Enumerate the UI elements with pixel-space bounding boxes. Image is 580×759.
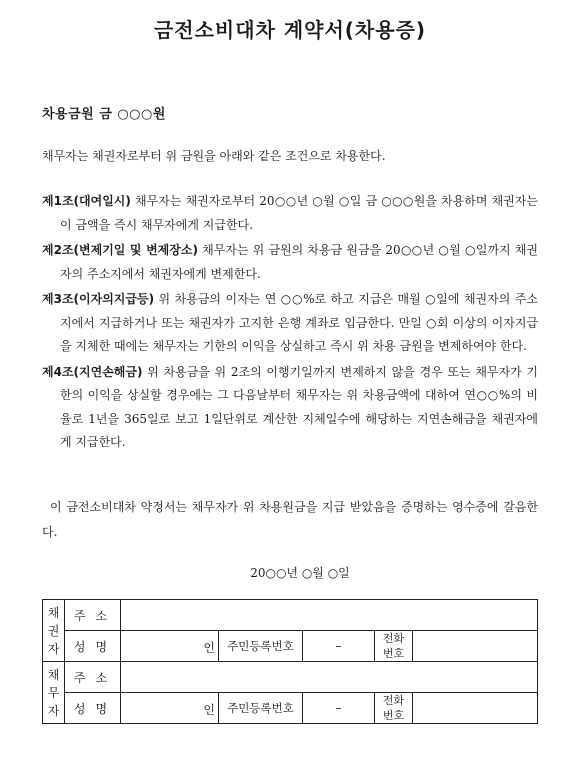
address-label: 주소 [65,662,121,693]
id-number-label: 주민등록번호 [219,693,303,724]
creditor-phone-field[interactable] [413,631,538,662]
debtor-id-field[interactable]: – [303,693,375,724]
clause-body: 위 차용금의 이자는 연 ○○%로 하고 지급은 매월 ○일에 채권자의 주소지에서 지급하거나 또는 채권자가 고지한 은행 계좌로 입금한다. 만일 ○회 이상의 이자지급을 지체한 때에는 채무자는 기한의 이익을 상실하고 즉시 위 차용 금원을 변제하여야 한다. [60,292,538,353]
creditor-name-row [43,631,538,662]
creditor-id-field[interactable]: – [303,631,375,662]
id-number-label: 주민등록번호 [219,631,303,662]
intro-paragraph: 채무자는 채권자로부터 위 금원을 아래와 같은 조건으로 차용한다. [42,149,386,163]
clause-heading: 제4조(지연손해금) [42,364,143,379]
debtor-phone-field[interactable] [413,693,538,724]
creditor-name-field[interactable] [121,631,219,662]
contract-date: 20○○년 ○월 ○일 [250,566,350,580]
address-label: 주소 [65,600,121,631]
clause-heading: 제1조(대여일시) [42,194,131,208]
clause-heading: 제3조(이자의지급등) [42,292,155,306]
phone-label: 전화 번호 [375,693,413,724]
clause-body: 채무자는 채권자로부터 20○○년 ○월 ○일 금 ○○○원을 차용하며 채권자는 이 금액을 즉시 채무자에게 지급한다. [60,194,538,232]
clause-body: 채무자는 위 금원의 차용금 원금을 20○○년 ○월 ○일까지 채권자의 주소지에서 채권자에게 변제한다. [60,243,539,281]
debtor-address-row [43,662,538,693]
clause-heading: 제2조(변제기일 및 변제장소) [42,243,198,257]
clause-2 [42,239,538,286]
creditor-label: 채 권 자 [43,600,65,662]
creditor-address-row [43,600,538,631]
phone-label: 전화 번호 [375,631,413,662]
name-label: 성명 [65,693,121,724]
clause-3 [42,288,538,359]
seal-mark: 인 [203,703,215,717]
closing-paragraph: 이 금전소비대차 약정서는 채무자가 위 차용원금을 지급 받았음을 증명하는 영수증에 갈음한다. [42,500,538,539]
clause-4 [42,361,538,455]
debtor-address-field[interactable] [121,662,538,693]
loan-amount-line: 차용금원 금 ○○○원 [42,107,166,122]
debtor-label: 채 무 자 [43,662,65,724]
clause-1 [42,190,538,237]
debtor-name-field[interactable] [121,693,219,724]
clause-body: 위 차용금을 위 2조의 이행기일까지 변제하지 않을 경우 또는 채무자가 기한의 이익을 상실할 경우에는 그 다음날부터 채무자는 위 차용금액에 대하여 연○○%의 비율로 1년을 365일로 보고 1일단위로 계산한 지체일수에 해당하는 지연손해금을 채권자에게 지급한다. [60,364,538,449]
debtor-name-row [43,693,538,724]
name-label: 성명 [65,631,121,662]
parties-table [42,599,538,724]
seal-mark: 인 [203,641,215,655]
document-title: 금전소비대차 계약서(차용증) [153,18,427,42]
clauses-section [42,190,538,457]
creditor-address-field[interactable] [121,600,538,631]
